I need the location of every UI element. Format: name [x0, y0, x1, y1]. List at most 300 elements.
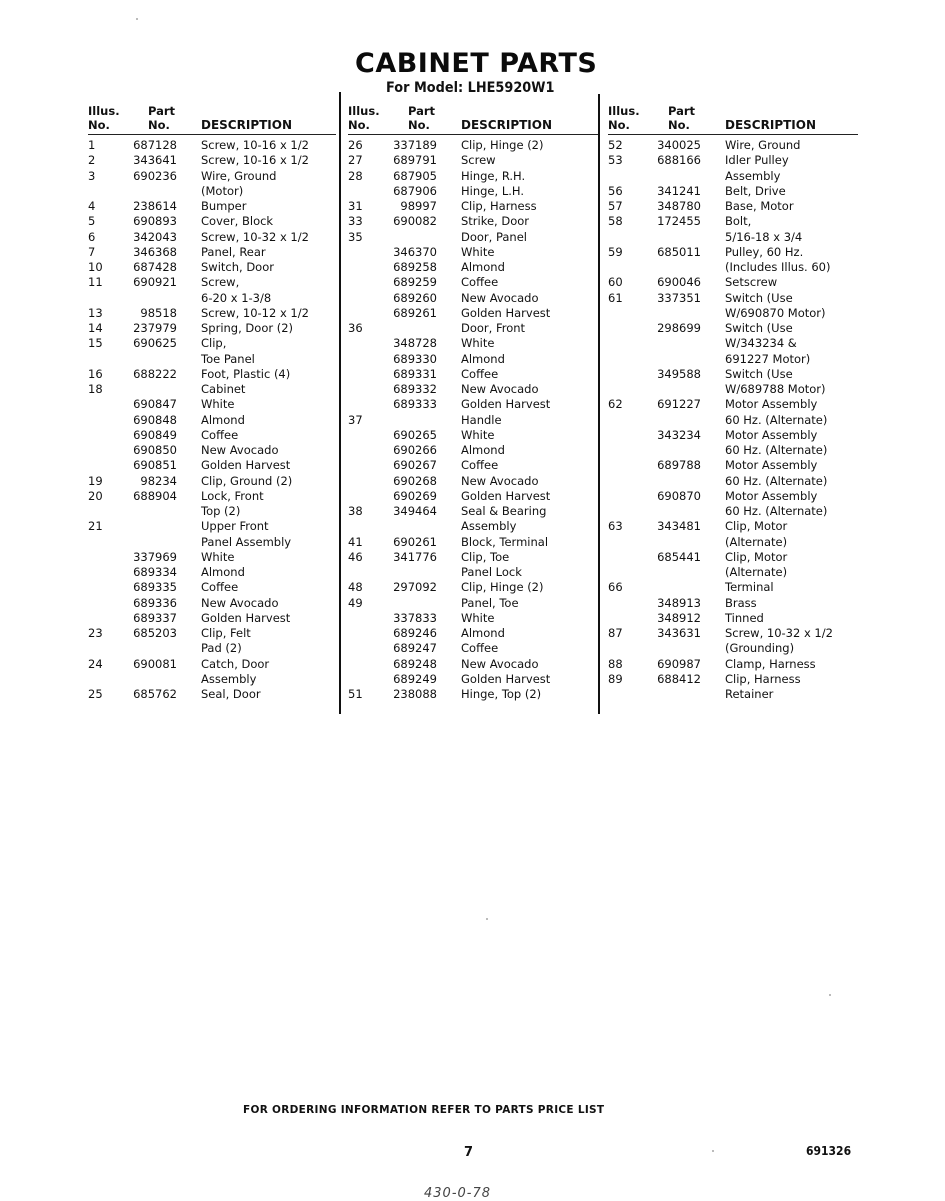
model-subtitle: For Model: LHE5920W1	[386, 80, 555, 96]
part-description: (Alternate)	[725, 534, 788, 549]
part-number: 341776	[393, 549, 437, 564]
part-row	[608, 352, 858, 367]
part-number: 689248	[393, 656, 437, 671]
part-row	[608, 321, 858, 336]
part-description: Switch (Use	[725, 290, 793, 305]
part-number: 349588	[657, 366, 701, 381]
part-row	[88, 657, 336, 672]
part-description: White	[201, 397, 235, 412]
illus-number: 59	[608, 244, 623, 259]
part-description: New Avocado	[201, 595, 279, 610]
part-description: Panel Assembly	[201, 534, 292, 549]
part-description: Coffee	[461, 458, 499, 473]
illus-number: 23	[88, 626, 103, 640]
part-number: 685203	[133, 626, 177, 640]
part-number: 689261	[393, 305, 437, 320]
part-description: New Avocado	[201, 443, 279, 457]
part-number: 298699	[657, 321, 701, 335]
part-number: 689332	[393, 382, 437, 396]
part-description: Motor Assembly	[725, 427, 818, 442]
part-row	[88, 474, 336, 489]
part-number: 689246	[393, 626, 437, 640]
part-description: Wire, Ground	[725, 138, 801, 152]
part-description: Clip,	[201, 336, 227, 351]
part-number: 690848	[133, 412, 177, 427]
part-description: Pulley, 60 Hz.	[725, 244, 804, 259]
part-row	[608, 657, 858, 672]
part-row	[608, 336, 858, 351]
part-row	[348, 657, 598, 672]
part-description: Spring, Door (2)	[201, 321, 294, 335]
part-row	[88, 672, 336, 687]
part-number: 238614	[133, 199, 177, 213]
illus-number: 19	[88, 473, 103, 488]
part-description: Base, Motor	[725, 199, 794, 213]
illus-number: 56	[608, 183, 623, 198]
part-row	[608, 428, 858, 443]
part-description: Golden Harvest	[201, 610, 291, 625]
part-description: Coffee	[201, 580, 239, 595]
part-description: Brass	[725, 595, 757, 610]
part-description: Almond	[461, 626, 505, 640]
part-description: Clip, Ground (2)	[201, 473, 293, 488]
part-description: Panel Lock	[461, 565, 522, 579]
illus-number: 16	[88, 366, 103, 381]
part-description: Golden Harvest	[201, 458, 291, 473]
part-number: 688904	[133, 488, 177, 503]
illus-number: 3	[88, 168, 96, 183]
part-row	[88, 550, 336, 565]
part-row	[348, 245, 598, 260]
part-number: 343631	[657, 626, 701, 640]
scan-speck	[136, 18, 138, 20]
part-row	[348, 611, 598, 626]
part-number: 689259	[393, 275, 437, 290]
part-number: 343481	[657, 519, 701, 534]
part-row	[88, 641, 336, 656]
part-number: 690082	[393, 214, 437, 229]
part-number: 349464	[393, 504, 437, 518]
part-row	[348, 504, 598, 519]
part-description: 5/16-18 x 3/4	[725, 229, 803, 244]
part-description: 60 Hz. (Alternate)	[725, 443, 828, 457]
part-row	[88, 169, 336, 184]
part-row	[88, 626, 336, 641]
illus-number: 35	[348, 229, 363, 244]
part-row	[88, 687, 336, 702]
illus-number: 26	[348, 138, 363, 152]
part-description: Screw, 10-16 x 1/2	[201, 138, 309, 152]
part-row	[348, 474, 598, 489]
part-number: 689260	[393, 290, 437, 305]
part-row	[348, 260, 598, 275]
part-row	[608, 443, 858, 458]
part-row	[608, 367, 858, 382]
part-description: New Avocado	[461, 382, 539, 396]
part-number: 337833	[393, 610, 437, 625]
illus-number: 49	[348, 595, 363, 610]
part-row	[348, 672, 598, 687]
part-number: 689331	[393, 366, 437, 381]
part-description: White	[461, 336, 495, 351]
part-description: Almond	[461, 260, 505, 274]
part-row	[88, 535, 336, 550]
illus-number: 6	[88, 229, 96, 244]
part-number: 690625	[133, 336, 177, 351]
part-description: Almond	[201, 565, 245, 579]
illus-number: 18	[88, 382, 103, 396]
part-description: Idler Pulley	[725, 153, 789, 168]
part-row	[608, 169, 858, 184]
part-description: (Motor)	[201, 183, 244, 198]
part-description: Panel, Rear	[201, 244, 266, 259]
part-description: Hinge, R.H.	[461, 168, 526, 183]
part-number: 685011	[657, 244, 701, 259]
part-row	[608, 458, 858, 473]
illus-number: 4	[88, 199, 96, 213]
part-description: Screw,	[201, 275, 240, 290]
part-row	[348, 153, 598, 168]
part-row	[608, 230, 858, 245]
part-number: 685762	[133, 687, 177, 701]
part-number: 690265	[393, 427, 437, 442]
part-description: 6-20 x 1-3/8	[201, 290, 272, 305]
part-row	[88, 504, 336, 519]
part-number: 689258	[393, 260, 437, 274]
document-number: 691326	[806, 1144, 852, 1158]
column-divider-2	[598, 94, 600, 714]
part-description: Top (2)	[201, 504, 241, 518]
part-row	[88, 260, 336, 275]
part-row	[88, 428, 336, 443]
part-row	[348, 397, 598, 412]
part-row	[348, 336, 598, 351]
description-header: DESCRIPTION	[725, 118, 817, 132]
part-row	[608, 565, 858, 580]
part-row	[88, 413, 336, 428]
illus-number: 7	[88, 244, 96, 259]
part-description: Golden Harvest	[461, 305, 551, 320]
part-description: Seal & Bearing	[461, 504, 547, 518]
part-number: 172455	[657, 214, 701, 229]
part-number: 687905	[393, 168, 437, 183]
part-number: 691227	[657, 397, 701, 412]
illus-number: 5	[88, 214, 96, 229]
part-row	[88, 458, 336, 473]
illus-number: 24	[88, 656, 103, 671]
part-description: W/690870 Motor)	[725, 305, 826, 320]
part-number: 690267	[393, 458, 437, 473]
parts-column-1	[88, 104, 336, 702]
part-number: 297092	[393, 580, 437, 595]
part-row	[88, 214, 336, 229]
illus-number: 87	[608, 626, 623, 640]
part-number: 337351	[657, 290, 701, 305]
parts-column-3	[608, 104, 858, 702]
part-row	[88, 397, 336, 412]
illus-number: 60	[608, 275, 623, 290]
ordering-info-note: FOR ORDERING INFORMATION REFER TO PARTS PRICE LIST	[243, 1104, 605, 1116]
part-row	[348, 641, 598, 656]
part-description: Motor Assembly	[725, 458, 818, 473]
part-number: 341241	[657, 183, 701, 198]
part-description: (Alternate)	[725, 565, 788, 579]
part-row	[88, 367, 336, 382]
part-description: Clip, Toe	[461, 549, 510, 564]
part-number: 690851	[133, 458, 177, 473]
part-row	[608, 199, 858, 214]
part-description: Bumper	[201, 199, 247, 213]
part-row	[348, 458, 598, 473]
part-row	[88, 611, 336, 626]
part-number: 688412	[657, 671, 701, 686]
part-number: 687428	[133, 260, 177, 274]
part-row	[88, 199, 336, 214]
part-number: 688222	[133, 366, 177, 381]
part-description: Cabinet	[201, 382, 246, 396]
part-description: Clamp, Harness	[725, 656, 816, 671]
part-description: (Includes Illus. 60)	[725, 260, 831, 274]
illus-number: 41	[348, 534, 363, 549]
part-number: 690870	[657, 488, 701, 503]
page-number: 7	[464, 1145, 474, 1160]
part-description: Motor Assembly	[725, 488, 818, 503]
part-row	[348, 321, 598, 336]
part-number: 689247	[393, 641, 437, 656]
part-description: Door, Panel	[461, 229, 527, 244]
part-description: Screw, 10-16 x 1/2	[201, 153, 309, 168]
part-row	[348, 138, 598, 153]
part-description: Coffee	[461, 641, 499, 656]
part-row	[88, 580, 336, 595]
part-number: 346368	[133, 244, 177, 259]
part-description: Screw, 10-32 x 1/2	[725, 626, 833, 640]
part-row	[348, 382, 598, 397]
part-number: 689335	[133, 580, 177, 595]
part-row	[348, 626, 598, 641]
part-number: 238088	[393, 687, 437, 701]
part-row	[608, 489, 858, 504]
part-no-header: Part No.	[668, 104, 696, 132]
part-row	[608, 184, 858, 199]
part-number: 689249	[393, 671, 437, 686]
part-number: 348780	[657, 199, 701, 213]
part-number: 337189	[393, 138, 437, 152]
part-row	[348, 489, 598, 504]
part-row	[608, 611, 858, 626]
part-row	[88, 153, 336, 168]
part-row	[608, 550, 858, 565]
part-row	[608, 382, 858, 397]
part-row	[88, 291, 336, 306]
illus-no-header: Illus. No.	[348, 104, 380, 132]
part-row	[608, 291, 858, 306]
part-row	[88, 443, 336, 458]
part-row	[88, 489, 336, 504]
illus-no-header: Illus. No.	[608, 104, 640, 132]
part-description: Almond	[201, 412, 245, 427]
part-number: 98234	[140, 473, 177, 488]
part-description: W/689788 Motor)	[725, 382, 826, 396]
part-row	[348, 580, 598, 595]
part-row	[88, 230, 336, 245]
part-row	[348, 214, 598, 229]
part-description: Screw, 10-32 x 1/2	[201, 229, 309, 244]
part-row	[88, 352, 336, 367]
part-description: Handle	[461, 412, 502, 427]
part-number: 690266	[393, 443, 437, 457]
part-description: Toe Panel	[201, 351, 255, 366]
part-number: 690850	[133, 443, 177, 457]
column-header	[348, 104, 598, 135]
part-number: 340025	[657, 138, 701, 152]
part-row	[348, 199, 598, 214]
part-description: Clip, Harness	[461, 199, 537, 213]
part-row	[88, 565, 336, 580]
part-description: Coffee	[461, 366, 499, 381]
part-description: W/343234 &	[725, 336, 797, 351]
illus-number: 1	[88, 138, 96, 152]
scan-speck	[829, 994, 831, 996]
part-description: Door, Front	[461, 321, 526, 335]
part-description: Clip, Hinge (2)	[461, 138, 544, 152]
part-row	[348, 184, 598, 199]
part-row	[608, 504, 858, 519]
part-description: Assembly	[461, 519, 517, 534]
part-row	[608, 153, 858, 168]
part-description: Pad (2)	[201, 641, 242, 656]
part-row	[88, 245, 336, 260]
illus-number: 11	[88, 275, 103, 290]
part-row	[348, 596, 598, 611]
part-row	[608, 580, 858, 595]
part-row	[348, 550, 598, 565]
part-description: Retainer	[725, 687, 774, 701]
part-number: 690921	[133, 275, 177, 290]
part-no-header: Part No.	[408, 104, 436, 132]
part-description: Setscrew	[725, 275, 778, 290]
part-number: 343641	[133, 153, 177, 168]
part-row	[348, 443, 598, 458]
part-description: Cover, Block	[201, 214, 274, 229]
part-number: 690849	[133, 427, 177, 442]
part-row	[608, 306, 858, 321]
part-number: 690081	[133, 656, 177, 671]
illus-number: 14	[88, 321, 103, 335]
parts-list	[608, 138, 858, 702]
part-number: 685441	[657, 549, 701, 564]
part-description: Hinge, Top (2)	[461, 687, 542, 701]
part-row	[88, 184, 336, 199]
part-description: Hinge, L.H.	[461, 183, 524, 198]
part-number: 690046	[657, 275, 701, 290]
part-row	[608, 138, 858, 153]
illus-number: 53	[608, 153, 623, 168]
part-row	[348, 535, 598, 550]
part-row	[348, 687, 598, 702]
illus-number: 38	[348, 504, 363, 518]
part-row	[348, 275, 598, 290]
part-description: Strike, Door	[461, 214, 530, 229]
part-row	[88, 138, 336, 153]
part-number: 342043	[133, 229, 177, 244]
part-description: Screw, 10-12 x 1/2	[201, 305, 309, 320]
illus-no-header: Illus. No.	[88, 104, 120, 132]
part-description: Coffee	[461, 275, 499, 290]
illus-number: 33	[348, 214, 363, 229]
part-row	[348, 306, 598, 321]
part-description: Golden Harvest	[461, 671, 551, 686]
part-number: 337969	[133, 549, 177, 564]
part-number: 688166	[657, 153, 701, 168]
illus-number: 27	[348, 153, 363, 168]
part-description: New Avocado	[461, 656, 539, 671]
illus-number: 52	[608, 138, 623, 152]
part-row	[88, 336, 336, 351]
part-number: 348912	[657, 610, 701, 625]
part-row	[88, 306, 336, 321]
part-description: Golden Harvest	[461, 397, 551, 412]
part-row	[608, 214, 858, 229]
illus-number: 36	[348, 321, 363, 335]
part-row	[348, 565, 598, 580]
part-description: White	[461, 610, 495, 625]
parts-list	[348, 138, 598, 702]
part-description: Assembly	[725, 168, 781, 183]
part-number: 687906	[393, 183, 437, 198]
part-row	[608, 413, 858, 428]
part-description: Clip, Motor	[725, 549, 788, 564]
part-row	[348, 169, 598, 184]
column-header	[88, 104, 336, 135]
part-description: Clip, Motor	[725, 519, 788, 534]
part-description: Coffee	[201, 427, 239, 442]
part-description: Belt, Drive	[725, 183, 786, 198]
illus-number: 2	[88, 153, 96, 168]
parts-column-2	[348, 104, 598, 702]
part-number: 689334	[133, 565, 177, 579]
part-row	[348, 367, 598, 382]
illus-number: 58	[608, 214, 623, 229]
parts-list	[88, 138, 336, 702]
part-row	[608, 535, 858, 550]
part-description: Switch, Door	[201, 260, 274, 274]
part-number: 690893	[133, 214, 177, 229]
part-number: 690847	[133, 397, 177, 412]
part-row	[348, 230, 598, 245]
illus-number: 28	[348, 168, 363, 183]
scan-speck	[712, 1150, 714, 1152]
part-description: Foot, Plastic (4)	[201, 366, 291, 381]
part-description: 60 Hz. (Alternate)	[725, 412, 828, 427]
part-description: New Avocado	[461, 290, 539, 305]
part-description: Screw	[461, 153, 496, 168]
part-row	[348, 519, 598, 534]
part-description: Seal, Door	[201, 687, 261, 701]
column-header	[608, 104, 858, 135]
part-description: Switch (Use	[725, 321, 793, 335]
part-description: Clip, Felt	[201, 626, 251, 640]
part-number: 343234	[657, 427, 701, 442]
part-row	[348, 413, 598, 428]
part-number: 346370	[393, 244, 437, 259]
part-row	[608, 474, 858, 489]
part-row	[608, 687, 858, 702]
handwritten-mark: 430-0-78	[424, 1186, 492, 1201]
illus-number: 20	[88, 488, 103, 503]
part-row	[88, 275, 336, 290]
part-row	[608, 641, 858, 656]
